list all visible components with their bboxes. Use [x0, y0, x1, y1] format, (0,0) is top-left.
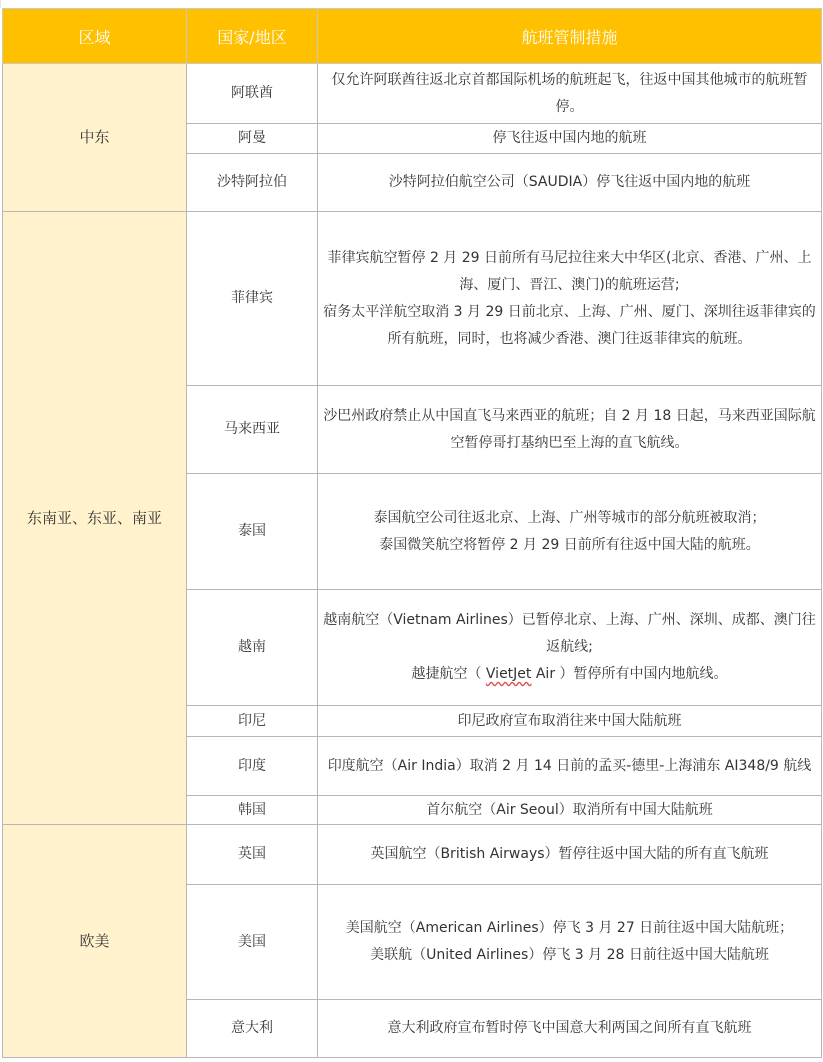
header-measure: 航班管制措施	[318, 9, 822, 64]
measure-text: 印度航空（Air India）取消 2 月 14 日前的孟买-德里-上海浦东 AI348/9 航线	[327, 757, 812, 774]
measure-text-part: Air ）暂停所有中国内地航线。	[531, 666, 728, 682]
measure-cell	[318, 825, 822, 885]
country-cell: 韩国	[187, 796, 318, 825]
measure-cell	[318, 212, 822, 386]
measure-cell	[318, 474, 822, 590]
measure-cell	[318, 885, 822, 1000]
spellcheck-word: VietJet	[485, 666, 532, 682]
measure-text: 仅允许阿联酋往返北京首都国际机场的航班起飞，往返中国其他城市的航班暂停。	[331, 71, 808, 115]
measure-cell	[318, 796, 822, 825]
flight-control-table	[2, 8, 822, 1058]
measure-text: 越南航空（Vietnam Airlines）已暂停北京、上海、广州、深圳、成都、澳门往返航线;	[323, 612, 816, 655]
country-cell: 美国	[187, 885, 318, 1000]
country-cell: 泰国	[187, 474, 318, 590]
country-cell: 越南	[187, 590, 318, 706]
region-cell: 欧美	[3, 825, 187, 1058]
country-cell: 阿曼	[187, 124, 318, 154]
country-cell: 菲律宾	[187, 212, 318, 386]
region-cell: 东南亚、东亚、南亚	[3, 212, 187, 825]
measure-cell	[318, 1000, 822, 1058]
measure-text: 沙特阿拉伯航空公司（SAUDIA）停飞往返中国内地的航班	[388, 174, 751, 190]
top-gap	[0, 0, 823, 8]
country-cell: 沙特阿拉伯	[187, 154, 318, 212]
header-country: 国家/地区	[187, 9, 318, 64]
header-row	[3, 9, 822, 64]
country-cell: 印尼	[187, 706, 318, 737]
measure-text: 沙巴州政府禁止从中国直飞马来西亚的航班；自 2 月 18 日起，马来西亚国际航空暂停哥打基纳巴至上海的直飞航线。	[323, 407, 816, 451]
measure-text: 首尔航空（Air Seoul）取消所有中国大陆航班	[426, 801, 713, 818]
country-cell: 马来西亚	[187, 386, 318, 474]
measure-cell	[318, 124, 822, 154]
measure-cell	[318, 737, 822, 796]
measure-cell	[318, 154, 822, 212]
country-cell: 印度	[187, 737, 318, 796]
header-region: 区域	[3, 9, 187, 64]
measure-text: 美国航空（American Airlines）停飞 3 月 27 日前往返中国大陆航班；	[345, 920, 794, 936]
measure-cell	[318, 386, 822, 474]
country-cell: 意大利	[187, 1000, 318, 1058]
measure-text: 泰国航空公司往返北京、上海、广州等城市的部分航班被取消；	[373, 509, 766, 526]
measure-text: 泰国微笑航空将暂停 2 月 29 日前所有往返中国大陆的航班。	[379, 536, 760, 553]
table-row	[3, 825, 822, 885]
country-cell: 英国	[187, 825, 318, 885]
measure-text: 印尼政府宣布取消往来中国大陆航班	[457, 712, 682, 729]
measure-text: 美联航（United Airlines）停飞 3 月 28 日前往返中国大陆航班	[370, 947, 769, 963]
measure-text	[319, 661, 820, 688]
table-row	[3, 212, 822, 386]
region-cell: 中东	[3, 64, 187, 212]
measure-text: 停飞往返中国内地的航班	[492, 130, 647, 146]
measure-cell	[318, 590, 822, 706]
measure-text-part: 越捷航空（	[411, 666, 486, 682]
country-cell: 阿联酋	[187, 64, 318, 124]
measure-text: 意大利政府宣布暂时停飞中国意大利两国之间所有直飞航班	[387, 1020, 752, 1036]
measure-text: 英国航空（British Airways）暂停往返中国大陆的所有直飞航班	[370, 846, 769, 862]
measure-text: 菲律宾航空暂停 2 月 29 日前所有马尼拉往来大中华区(北京、香港、广州、上海、厦门、晋江、澳门)的航班运营;	[327, 249, 812, 293]
measure-text: 宿务太平洋航空取消 3 月 29 日前北京、上海、广州、厦门、深圳往返菲律宾的所有航班，同时，也将减少香港、澳门往返菲律宾的航班。	[323, 303, 816, 347]
measure-cell	[318, 706, 822, 737]
table-row	[3, 64, 822, 124]
measure-cell	[318, 64, 822, 124]
